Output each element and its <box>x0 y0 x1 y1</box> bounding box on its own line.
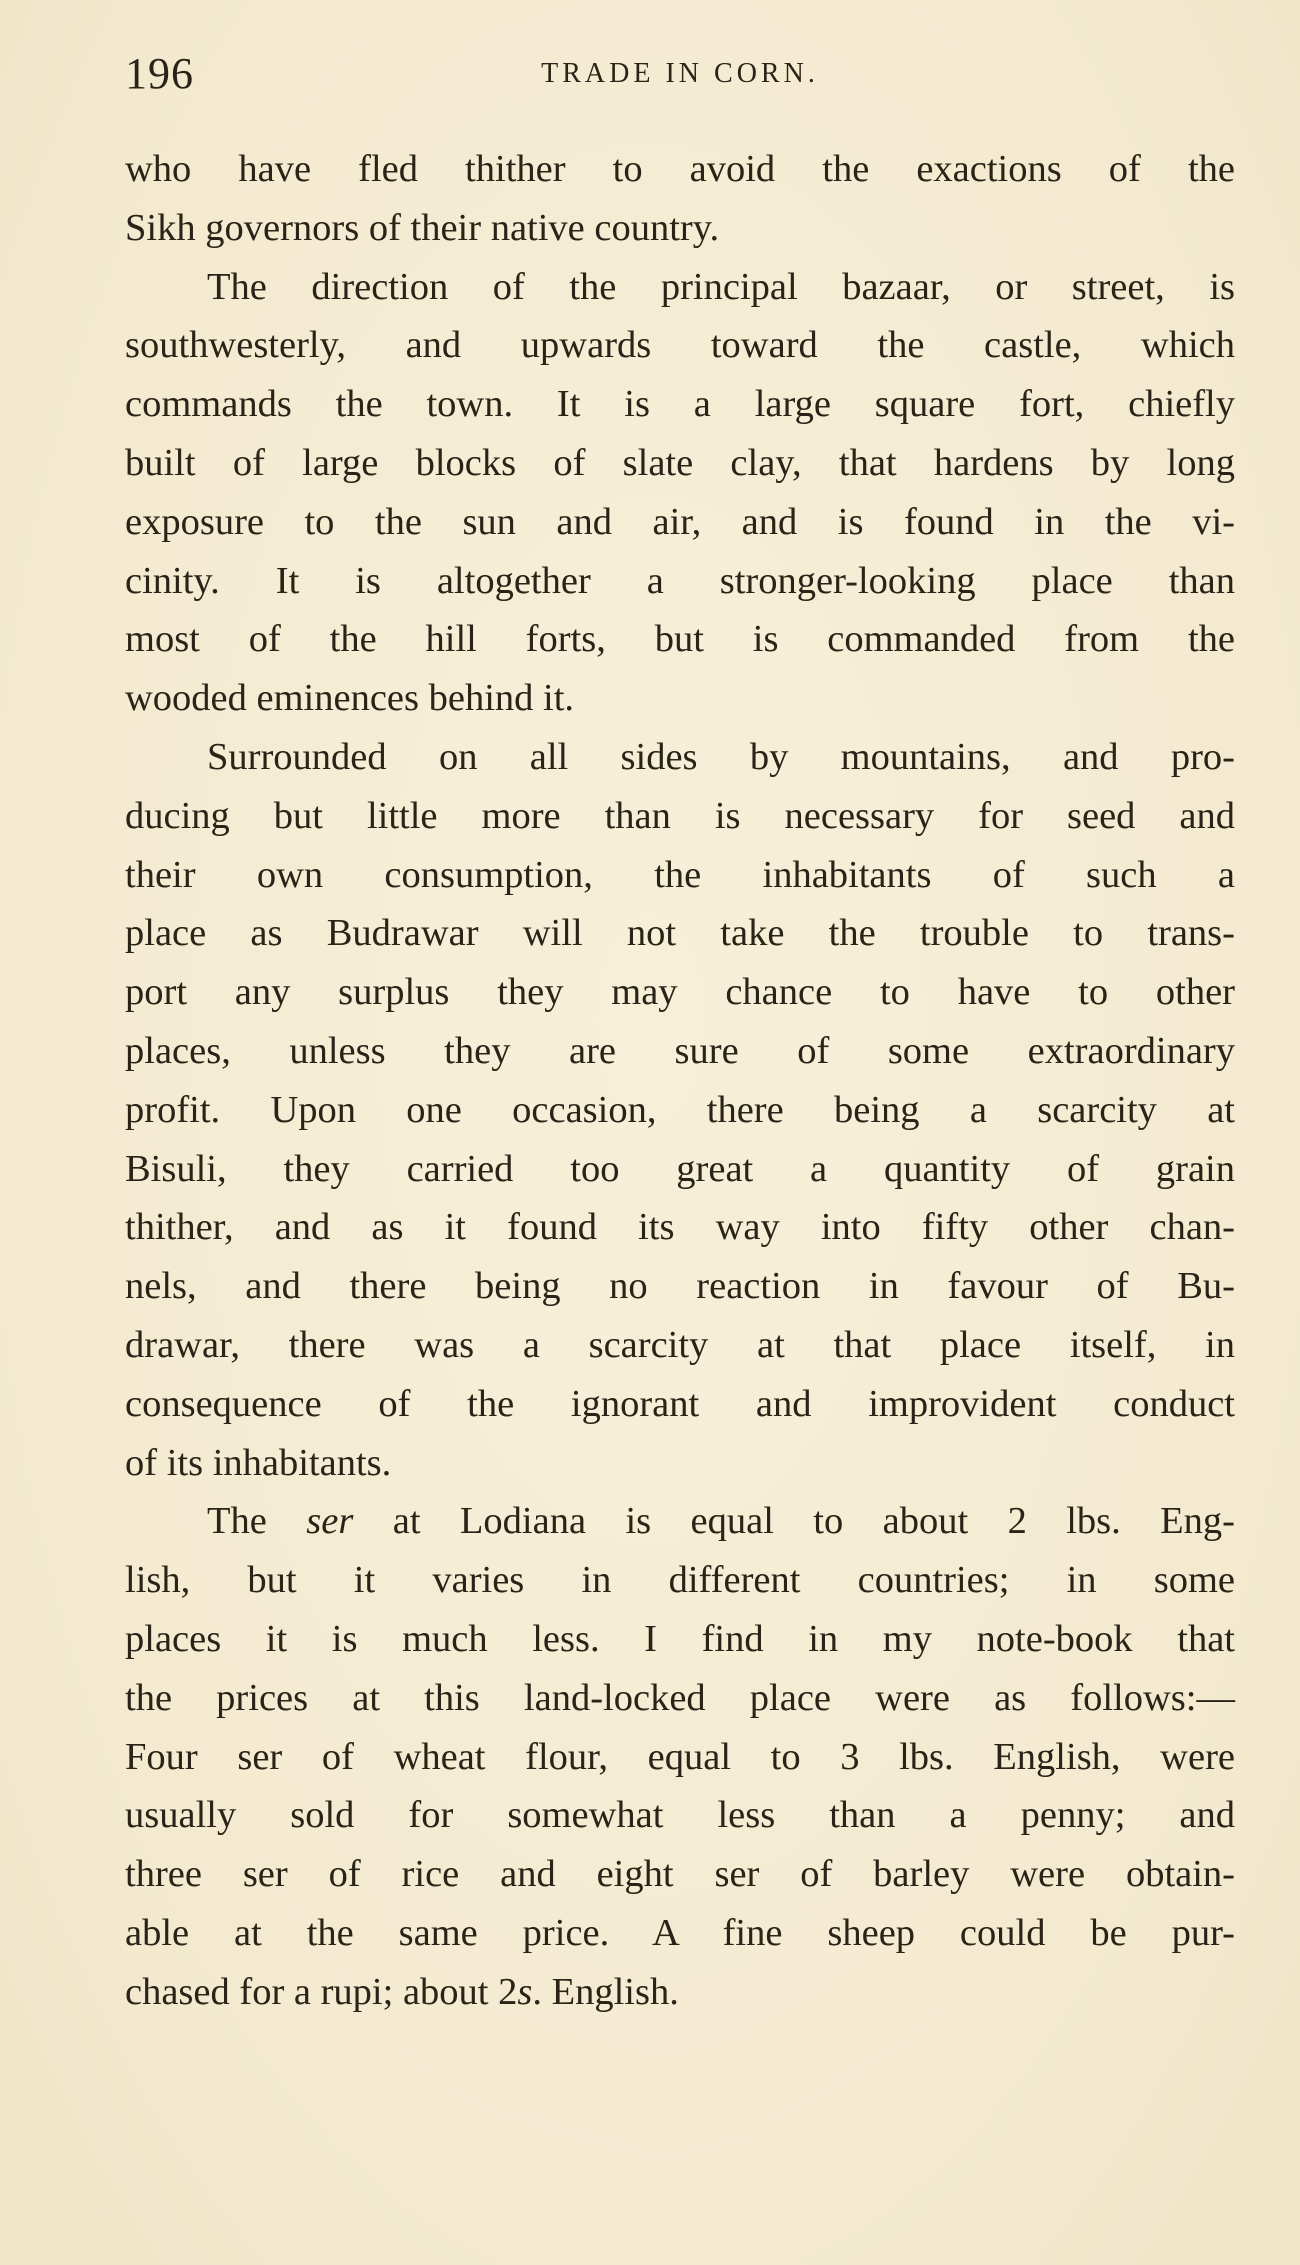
body-text <box>125 140 1235 2022</box>
text-line: usually sold for somewhat less than a penny; and <box>125 1794 1235 1837</box>
text-line: able at the same price. A fine sheep could be pur- <box>125 1911 1235 1954</box>
text-line: built of large blocks of slate clay, that hardens by long <box>125 441 1235 484</box>
text-line: places, unless they are sure of some extraordinary <box>125 1029 1235 1072</box>
italic-word: ser <box>306 1500 354 1543</box>
paragraph-first-line <box>125 1492 1235 1551</box>
running-title: TRADE IN CORN. <box>541 58 819 89</box>
text-line: profit. Upon one occasion, there being a scarcity at <box>125 1088 1235 1131</box>
text-line: most of the hill forts, but is commanded from the <box>125 618 1235 661</box>
text-segment: The <box>207 1500 307 1543</box>
running-head <box>125 48 1235 98</box>
text-line <box>125 1963 1235 2022</box>
text-line: places it is much less. I find in my note-book that <box>125 1617 1235 1660</box>
text-line: cinity. It is altogether a stronger-looking place than <box>125 559 1235 602</box>
text-line: the prices at this land-locked place were as follows:— <box>125 1676 1235 1719</box>
text-line: three ser of rice and eight ser of barley were obtain- <box>125 1853 1235 1896</box>
text-line: port any surplus they may chance to have to other <box>125 971 1235 1014</box>
text-line: lish, but it varies in different countries; in some <box>125 1559 1235 1602</box>
text-line: Sikh governors of their native country. <box>125 206 720 249</box>
text-line: commands the town. It is a large square fort, chiefly <box>125 383 1235 426</box>
text-line: of its inhabitants. <box>125 1441 392 1484</box>
text-line: southwesterly, and upwards toward the castle, which <box>125 324 1235 367</box>
text-line: ducing but little more than is necessary for seed and <box>125 794 1235 837</box>
text-line: Four ser of wheat flour, equal to 3 lbs. English, were <box>125 1735 1235 1778</box>
text-segment: at Lodiana is equal to about 2 lbs. Eng- <box>353 1500 1236 1543</box>
italic-word: s <box>517 1970 533 2013</box>
text-line: wooded eminences behind it. <box>125 677 575 720</box>
text-line: drawar, there was a scarcity at that place itself, in <box>125 1323 1235 1366</box>
paragraph-first-line: The direction of the principal bazaar, or street, is <box>207 265 1235 308</box>
paragraph-first-line: Surrounded on all sides by mountains, and pro- <box>207 735 1235 778</box>
text-line: place as Budrawar will not take the trouble to trans- <box>125 912 1235 955</box>
text-line: their own consumption, the inhabitants of such a <box>125 853 1235 896</box>
text-line: who have fled thither to avoid the exactions of the <box>125 148 1235 190</box>
text-line: nels, and there being no reaction in favour of Bu- <box>125 1265 1235 1308</box>
text-segment: chased for a rupi; about 2 <box>125 1970 518 2013</box>
text-segment: . English. <box>532 1970 679 2013</box>
page-number: 196 <box>125 49 194 98</box>
text-line: consequence of the ignorant and improvident conduct <box>125 1382 1235 1425</box>
text-line: Bisuli, they carried too great a quantity of grain <box>125 1147 1235 1190</box>
text-line: thither, and as it found its way into fifty other chan- <box>125 1206 1235 1249</box>
text-line: exposure to the sun and air, and is found in the vi- <box>125 500 1235 543</box>
